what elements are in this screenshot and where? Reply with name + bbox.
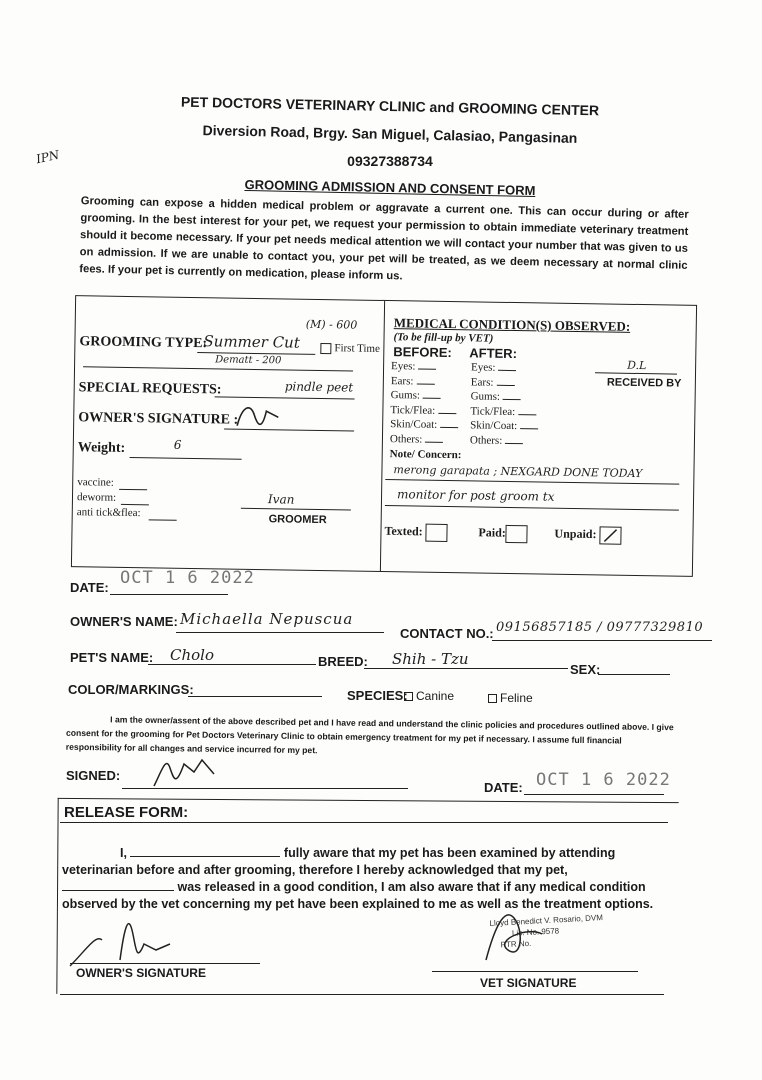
paid-label: Paid: xyxy=(478,525,506,540)
received-label: RECEIVED BY xyxy=(606,376,682,390)
after-item-label: Ears: xyxy=(470,375,494,389)
after-item xyxy=(470,405,542,421)
release-i: I, xyxy=(120,846,127,860)
release-p3: was released in a good condition, I am also aware that if any medical condition xyxy=(177,880,646,894)
clinic-name: PET DOCTORS VETERINARY CLINIC and GROOMING CENTER xyxy=(180,93,600,119)
after-item-label: Eyes: xyxy=(470,361,496,374)
consent-date-label: DATE: xyxy=(484,780,523,795)
vaccine-label: vaccine: xyxy=(77,476,114,489)
feline-label: Feline xyxy=(500,691,533,705)
after-item xyxy=(470,419,542,435)
canine-label: Canine xyxy=(416,689,455,703)
signed-label: SIGNED: xyxy=(66,768,121,783)
before-item-label: Skin/Coat: xyxy=(390,418,438,431)
note-line-2: monitor for post groom tx xyxy=(396,487,555,504)
after-label: AFTER: xyxy=(469,345,518,362)
release-p1: fully aware that my pet has been examined by attending xyxy=(283,846,616,860)
first-time-checkbox[interactable] xyxy=(320,342,380,355)
date-stamp: OCT 1 6 2022 xyxy=(120,568,255,588)
demat-note: Dematt - 200 xyxy=(215,354,282,367)
antitick-label: anti tick&flea: xyxy=(76,506,141,520)
pet-name-label: PET'S NAME: xyxy=(70,650,154,665)
after-item-label: Others: xyxy=(469,433,503,447)
special-requests-label: SPECIAL REQUESTS: xyxy=(78,380,222,398)
release-title: RELEASE FORM: xyxy=(64,804,189,821)
grooming-type-label: GROOMING TYPE: xyxy=(79,334,208,352)
before-item xyxy=(391,375,463,391)
vet-signature-label: VET SIGNATURE xyxy=(480,976,577,990)
release-p4: observed by the vet concerning my pet have been explained to me as well as the treatment options. xyxy=(62,897,654,911)
consent-date-stamp: OCT 1 6 2022 xyxy=(536,770,671,790)
canine-option[interactable] xyxy=(404,689,454,703)
after-list xyxy=(470,361,543,449)
before-label: BEFORE: xyxy=(393,344,452,361)
texted-label: Texted: xyxy=(384,523,423,539)
after-item-label: Skin/Coat: xyxy=(470,419,518,433)
before-item-label: Eyes: xyxy=(391,360,416,373)
unpaid-label: Unpaid: xyxy=(554,526,597,542)
clinic-address: Diversion Road, Brgy. San Miguel, Calasiao, Pangasinan xyxy=(202,122,578,146)
contact-label: CONTACT NO.: xyxy=(400,626,494,641)
unpaid-checkbox[interactable] xyxy=(554,526,621,545)
owner-signature-label: OWNER'S SIGNATURE xyxy=(76,966,206,980)
before-item xyxy=(391,360,463,376)
release-p2: veterinarian before and after grooming, therefore I hereby acknowledged that my pet, xyxy=(62,863,568,877)
texted-checkbox[interactable] xyxy=(384,523,448,542)
groomer-label: GROOMER xyxy=(268,513,327,527)
before-item xyxy=(390,433,462,449)
deworm-label: deworm: xyxy=(76,491,117,504)
after-item xyxy=(471,361,543,377)
color-label: COLOR/MARKINGS: xyxy=(68,682,194,697)
vet-stamp-ptr: PTR No. xyxy=(500,938,532,950)
weight-label: Weight: xyxy=(77,440,126,456)
weight-value: 6 xyxy=(173,437,182,452)
owner-signature-scribble xyxy=(232,401,282,432)
vet-stamp-name: Lloyd Benedict V. Rosario, DVM xyxy=(489,913,604,928)
before-list xyxy=(390,360,463,448)
after-item-label: Tick/Flea: xyxy=(470,404,516,418)
grooming-price: (M) - 600 xyxy=(305,317,358,332)
grooming-box xyxy=(71,295,697,577)
groomer-name: Ivan xyxy=(267,492,295,507)
consent-paragraph: I am the owner/assent of the above described pet and I have read and understand the clinic policies and procedures outlined above. I give consent for the grooming for Pet Doctors Veterinary Clinic to obtain emergency treatment for my pet if necessary. I assume full financial responsibility for all changes and service incurred for my pet. xyxy=(65,714,674,756)
after-item xyxy=(470,390,542,406)
medical-title: MEDICAL CONDITION(S) OBSERVED: xyxy=(393,315,631,334)
pet-name-value: Cholo xyxy=(170,646,214,664)
first-time-label: First Time xyxy=(334,342,381,355)
release-owner-signature xyxy=(66,910,186,970)
before-item-label: Gums: xyxy=(390,389,421,402)
signed-signature-scribble xyxy=(150,750,220,790)
owner-name-value: Michaella Nepuscua xyxy=(180,610,354,628)
clinic-phone: 09327388734 xyxy=(347,153,433,169)
before-item xyxy=(391,389,463,405)
note-label: Note/ Concern: xyxy=(389,448,462,462)
received-value: D.L xyxy=(627,358,647,373)
margin-note: IPN xyxy=(34,147,61,167)
owner-name-label: OWNER'S NAME: xyxy=(70,614,178,629)
sex-label: SEX: xyxy=(570,662,601,677)
contact-value: 09156857185 / 09777329810 xyxy=(496,620,704,635)
medical-subtitle: (To be fill-up by VET) xyxy=(393,331,494,345)
note-line-1: merong garapata ; NEXGARD DONE TODAY xyxy=(393,463,643,481)
breed-value: Shih - Tzu xyxy=(392,650,469,668)
feline-option[interactable] xyxy=(488,691,533,705)
grooming-type-value: Summer Cut xyxy=(203,332,300,352)
vet-stamp-lic: Lic. No. 9578 xyxy=(511,926,560,938)
breed-label: BREED: xyxy=(318,654,368,669)
paid-checkbox[interactable] xyxy=(478,524,528,543)
species-label: SPECIES: xyxy=(347,688,408,703)
before-item-label: Ears: xyxy=(390,374,414,387)
owners-signature-label: OWNER'S SIGNATURE : xyxy=(78,410,239,428)
after-item xyxy=(470,434,542,450)
release-line-3 xyxy=(62,880,662,894)
before-item xyxy=(390,418,462,434)
form-title: GROOMING ADMISSION AND CONSENT FORM xyxy=(244,176,536,199)
after-item xyxy=(471,376,543,392)
before-item xyxy=(390,404,462,420)
special-requests-value: pindle peet xyxy=(284,379,354,395)
after-item-label: Gums: xyxy=(470,390,501,403)
before-item-label: Others: xyxy=(389,432,423,446)
intro-paragraph: Grooming can expose a hidden medical problem or aggravate a current one. This can occur during or after grooming. In the best interest for your pet, we request your permission to obtain immediate veterinary treatment should it become necessary. If your pet needs medical attention we will contact your number that was given to us on admission. If we are unable to contact you, your pet will be treated, as we deem necessary at normal clinic fees. If your pet is currently on medication, please inform us. xyxy=(79,195,689,283)
date-label: DATE: xyxy=(70,580,109,595)
vet-signature-scribble xyxy=(478,900,548,970)
release-line-1 xyxy=(62,846,662,860)
before-item-label: Tick/Flea: xyxy=(390,403,436,417)
